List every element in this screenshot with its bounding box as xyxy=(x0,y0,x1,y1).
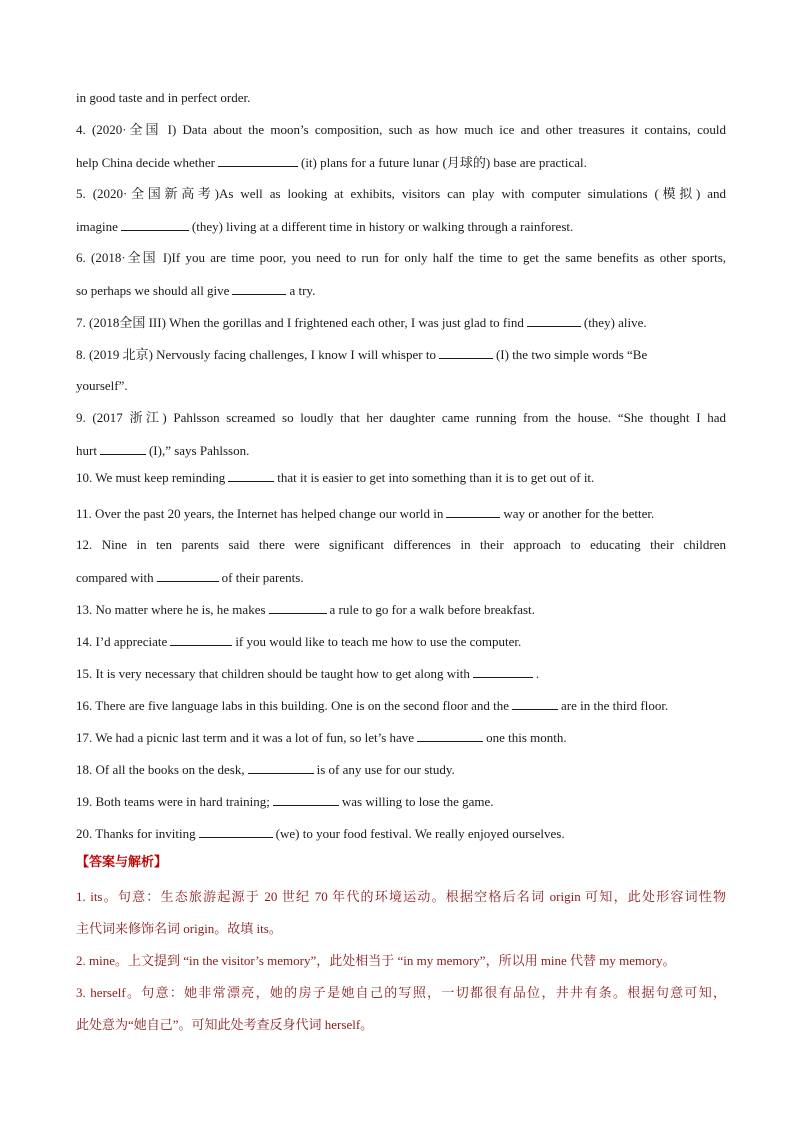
question-text: so perhaps we should all give xyxy=(76,283,230,298)
answer-blank[interactable] xyxy=(417,729,483,742)
question-14 xyxy=(76,633,726,650)
question-15 xyxy=(76,665,726,682)
question-5-line-1: 5. (2020·全国新高考)As well as looking at exhibits, visitors can play with computer simulations (模拟) and xyxy=(76,186,726,201)
question-text: 7. (2018全国 III) When the gorillas and I frightened each other, I was just glad to find xyxy=(76,315,524,330)
question-9-line-2 xyxy=(76,442,726,459)
question-19 xyxy=(76,793,726,810)
question-17 xyxy=(76,729,726,746)
answer-blank[interactable] xyxy=(512,697,558,710)
answer-blank[interactable] xyxy=(527,314,581,327)
question-text: 10. We must keep reminding xyxy=(76,470,226,485)
question-text: (I) the two simple words “Be xyxy=(495,347,648,362)
answer-3-line-1: 3. herself。句意：她非常漂亮，她的房子是她自己的写照，一切都很有品位，井井有条。根据句意可知， xyxy=(76,985,726,1000)
question-text: of their parents. xyxy=(221,570,304,585)
answer-blank[interactable] xyxy=(157,569,219,582)
answer-3-line-2: 此处意为“她自己”。可知此处考查反身代词 herself。 xyxy=(76,1017,374,1032)
question-text: 20. Thanks for inviting xyxy=(76,826,196,841)
question-text: imagine xyxy=(76,219,118,234)
answer-blank[interactable] xyxy=(199,825,273,838)
question-text: one this month. xyxy=(486,730,567,745)
question-text: 17. We had a picnic last term and it was a lot of fun, so let’s have xyxy=(76,730,415,745)
question-text: (it) plans for a future lunar (月球的) base are practical. xyxy=(300,155,587,170)
question-text: 8. (2019 北京) Nervously facing challenges, I know I will whisper to xyxy=(76,347,436,362)
question-5-line-2 xyxy=(76,218,726,235)
question-6-line-2 xyxy=(76,282,726,299)
question-text: (we) to your food festival. We really enjoyed ourselves. xyxy=(275,826,565,841)
question-text: (they) living at a different time in history or walking through a rainforest. xyxy=(191,219,574,234)
question-text: (I),” says Pahlsson. xyxy=(148,443,250,458)
answer-2-line-1: 2. mine。上文提到 “in the visitor’s memory”，此处相当于 “in my memory”，所以用 mine 代替 my memory。 xyxy=(76,953,676,968)
question-4-line-2 xyxy=(76,154,726,171)
question-text: 18. Of all the books on the desk, xyxy=(76,762,245,777)
question-text: if you would like to teach me how to use the computer. xyxy=(235,634,522,649)
question-text: is of any use for our study. xyxy=(316,762,455,777)
answer-blank[interactable] xyxy=(121,218,189,231)
question-11 xyxy=(76,505,726,522)
question-text: 15. It is very necessary that children should be taught how to get along with xyxy=(76,666,470,681)
question-text: was willing to lose the game. xyxy=(341,794,494,809)
answer-1-line-1: 1. its。句意：生态旅游起源于 20 世纪 70 年代的环境运动。根据空格后名词 origin 可知，此处形容词性物 xyxy=(76,889,726,904)
question-4-line-1: 4. (2020·全国 I) Data about the moon’s composition, such as how much ice and other treasures it contains, could xyxy=(76,122,726,137)
question-text: help China decide whether xyxy=(76,155,215,170)
answers-heading: 【答案与解析】 xyxy=(76,855,168,870)
question-20 xyxy=(76,825,726,842)
answer-1-line-2: 主代词来修饰名词 origin。故填 its。 xyxy=(76,921,282,936)
question-12-line-1: 12. Nine in ten parents said there were significant differences in their approach to educating their children xyxy=(76,537,726,552)
question-18 xyxy=(76,761,726,778)
question-8-line-2: yourself”. xyxy=(76,378,128,393)
question-8-line-1 xyxy=(76,346,726,363)
question-text: . xyxy=(535,666,540,681)
answer-blank[interactable] xyxy=(439,346,493,359)
question-9-line-1: 9. (2017 浙江) Pahlsson screamed so loudly that her daughter came running from the house. “She thought I had xyxy=(76,410,726,425)
question-text: 13. No matter where he is, he makes xyxy=(76,602,266,617)
question-text: a rule to go for a walk before breakfast. xyxy=(329,602,535,617)
question-text: a try. xyxy=(289,283,316,298)
answer-blank[interactable] xyxy=(170,633,232,646)
answer-blank[interactable] xyxy=(269,601,327,614)
question-text: 16. There are five language labs in this building. One is on the second floor and the xyxy=(76,698,509,713)
answer-blank[interactable] xyxy=(446,505,500,518)
question-text: 19. Both teams were in hard training; xyxy=(76,794,270,809)
question-6-line-1: 6. (2018·全国 I)If you are time poor, you need to run for only half the time to get the same benefits as other sports, xyxy=(76,250,726,265)
question-text: that it is easier to get into something than it is to get out of it. xyxy=(277,470,595,485)
question-text: hurt xyxy=(76,443,97,458)
question-text: are in the third floor. xyxy=(560,698,669,713)
question-12-line-2 xyxy=(76,569,726,586)
answer-blank[interactable] xyxy=(273,793,339,806)
question-text: 11. Over the past 20 years, the Internet has helped change our world in xyxy=(76,506,444,521)
question-text: way or another for the better. xyxy=(503,506,655,521)
question-text: compared with xyxy=(76,570,154,585)
answer-blank[interactable] xyxy=(228,469,274,482)
question-13 xyxy=(76,601,726,618)
answer-blank[interactable] xyxy=(232,282,286,295)
question-text: 14. I’d appreciate xyxy=(76,634,168,649)
question-text: (they) alive. xyxy=(583,315,647,330)
answer-blank[interactable] xyxy=(248,761,314,774)
answer-blank[interactable] xyxy=(218,154,298,167)
question-16 xyxy=(76,697,726,714)
answer-blank[interactable] xyxy=(100,442,146,455)
question-7 xyxy=(76,314,726,331)
text-line: in good taste and in perfect order. xyxy=(76,90,251,105)
question-10 xyxy=(76,469,726,486)
answer-blank[interactable] xyxy=(473,665,533,678)
